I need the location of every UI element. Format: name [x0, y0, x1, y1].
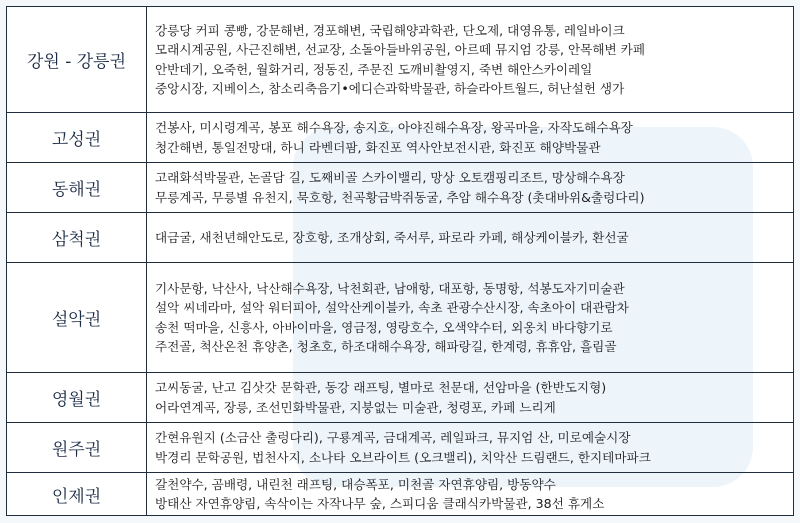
region-cell-seorak: 설악권 [7, 263, 147, 373]
places-cell-seorak: 기사문항, 낙산사, 낙산해수욕장, 낙천회관, 남애항, 대포항, 동명항, 석봉도자기미술관 설악 씨네라마, 설악 워터피아, 설악산케이블카, 속초 관광수산시장, 속초아이 대관람차 송천 떡마을, 신흥사, 아바이마을, 영금정, 영랑호수, 오색약수터, 외옹치 바다향기로 주전골, 척산온천 휴양촌, 청초호, 하조대해수욕장, 해파랑길, 한계령, 휴휴암, 흘림골 [147, 263, 793, 373]
region-cell-inje: 인제권 [7, 473, 147, 515]
places-cell-yeongwol: 고씨동굴, 난고 김삿갓 문학관, 동강 래프팅, 별마로 천문대, 선암마을 (한반도지형) 어라연계곡, 장릉, 조선민화박물관, 지붕없는 미술관, 청령포, 카페 느리게 [147, 373, 793, 423]
region-cell-donghae: 동해권 [7, 163, 147, 213]
places-cell-samcheok: 대금굴, 새천년해안도로, 장호항, 조개상회, 죽서루, 파로라 카페, 해상케이블카, 환선굴 [147, 213, 793, 263]
places-cell-gangneung: 강릉당 커피 콩빵, 강문해변, 경포해변, 국립해양과학관, 단오제, 대영유통, 레일바이크 모래시계공원, 사근진해변, 선교장, 소돌아들바위공원, 아르떼 뮤지엄 강릉, 안목해변 카페 안반데기, 오죽헌, 월화거리, 정동진, 주문진 도깨비촬영지, 죽변 해안스카이레일 중앙시장, 지베이스, 참소리축음기•에디슨과학박물관, 하슬라아트월드, 허난설헌 생가 [147, 7, 793, 113]
region-cell-gangneung: 강원 - 강릉권 [7, 7, 147, 113]
places-cell-inje: 갈천약수, 곰배령, 내린천 래프팅, 대승폭포, 미천골 자연휴양림, 방동약수 방태산 자연휴양림, 속삭이는 자작나무 숲, 스피디움 클래식카박물관, 38선 휴게소 [155, 476, 605, 511]
region-cell-wonju: 원주권 [7, 423, 147, 473]
attractions-table [6, 6, 794, 516]
region-cell-samcheok: 삼척권 [7, 213, 147, 263]
places-cell-donghae: 고래화석박물관, 논골담 길, 도째비골 스카이밸리, 망상 오토캠핑리조트, 망상해수욕장 무릉계곡, 무릉별 유천지, 묵호항, 천곡황금박쥐동굴, 추암 해수욕장 (촛대바위&출렁다리) [147, 163, 793, 213]
places-cell-wonju: 간현유원지 (소금산 출렁다리), 구룡계곡, 금대계곡, 레일파크, 뮤지엄 산, 미로예술시장 박경리 문학공원, 법천사지, 소나타 오브라이트 (오크밸리), 치악산 드림랜드, 한지테마파크 [147, 423, 793, 473]
region-cell-yeongwol: 영월권 [7, 373, 147, 423]
region-cell-goseong: 고성권 [7, 113, 147, 163]
places-cell-goseong: 건봉사, 미시령계곡, 봉포 해수욕장, 송지호, 아야진해수욕장, 왕곡마을, 자작도해수욕장 청간해변, 통일전망대, 하니 라벤더팜, 화진포 역사안보전시관, 화진포 해양박물관 [147, 113, 793, 163]
